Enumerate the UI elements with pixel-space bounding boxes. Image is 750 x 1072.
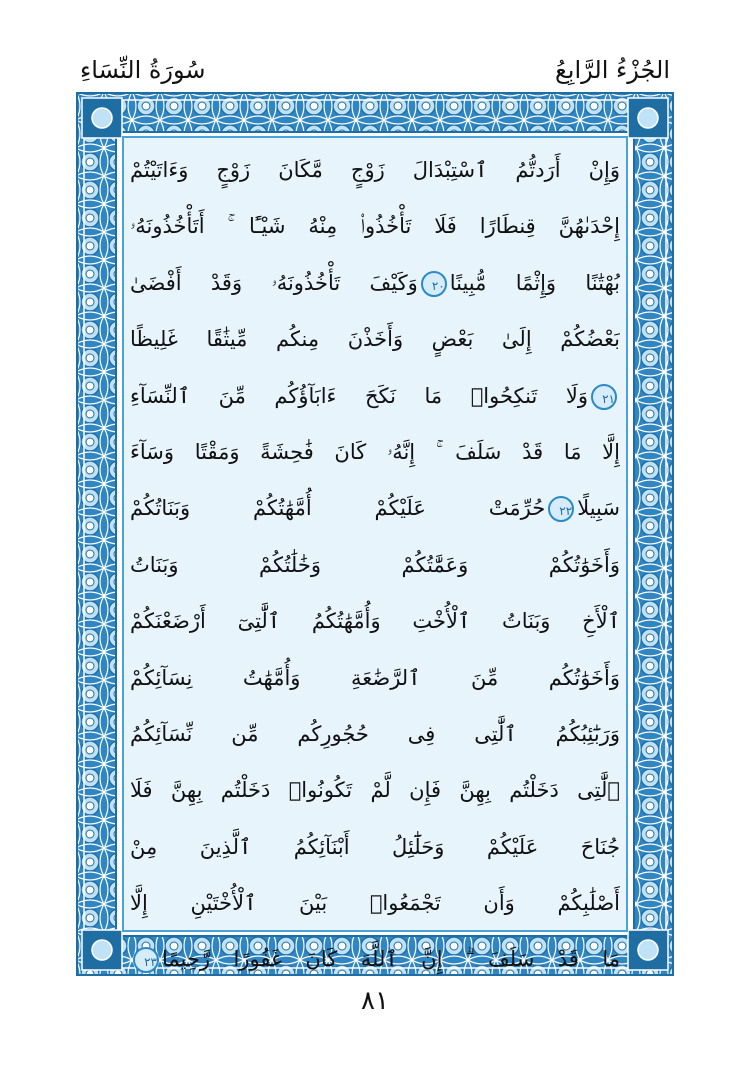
text-line-2: إِحْدَىٰهُنَّ قِنطَارًا فَلَا تَأْخُذُوا۟ مِنْهُ شَيْـًٔا ۚ أَتَأْخُذُونَهُۥ [130,214,620,239]
text-line-7: سَبِيلًا٢٢حُرِّمَتْ عَلَيْكُمْ أُمَّهَٰتُكُمْ وَبَنَاتُكُمْ [130,496,620,521]
quran-text-block [130,142,620,988]
ayah-marker: ٢٣ [133,947,159,973]
juz-name-header: الجُزْءُ الرَّابِعُ [555,56,670,84]
text-line-4: بَعْضُكُمْ إِلَىٰ بَعْضٍ وَأَخَذْنَ مِنكُم مِّيثَٰقًا غَلِيظًا [130,327,620,352]
text-line-3: بُهْتَٰنًا وَإِثْمًا مُّبِينًا٢٠وَكَيْفَ تَأْخُذُونَهُۥ وَقَدْ أَفْضَىٰ [130,270,620,295]
text-line-1: وَإِنْ أَرَدتُّمُ ٱسْتِبْدَالَ زَوْجٍ مَّكَانَ زَوْجٍ وَءَاتَيْتُمْ [130,158,620,182]
text-line-10: وَأَخَوَٰتُكُم مِّنَ ٱلرَّضَٰعَةِ وَأُمَّهَٰتُ نِسَآئِكُمْ [130,665,620,690]
text-line-13: جُنَاحَ عَلَيْكُمْ وَحَلَٰٓئِلُ أَبْنَآئِكُمُ ٱلَّذِينَ مِنْ [130,834,620,859]
text-line-9: ٱلْأَخِ وَبَنَاتُ ٱلْأُخْتِ وَأُمَّهَٰتُكُمُ ٱلَّٰتِىٓ أَرْضَعْنَكُمْ [130,609,620,634]
ayah-marker: ٢٠ [421,271,447,297]
text-line-14: أَصْلَٰبِكُمْ وَأَن تَجْمَعُوا۟ بَيْنَ ٱلْأُخْتَيْنِ إِلَّا [130,891,620,916]
text-line-15: مَا قَدْ سَلَفَ ۗ إِنَّ ٱللَّهَ كَانَ غَفُورًا رَّحِيمًا٢٣ [130,931,620,987]
page-number: ٨١ [361,986,389,1016]
text-line-6: إِلَّا مَا قَدْ سَلَفَ ۚ إِنَّهُۥ كَانَ فَٰحِشَةً وَمَقْتًا وَسَآءَ [130,439,620,464]
ayah-marker: ٢٢ [548,496,574,522]
text-line-12: ٱلَّٰتِى دَخَلْتُم بِهِنَّ فَإِن لَّمْ تَكُونُوا۟ دَخَلْتُم بِهِنَّ فَلَا [130,778,620,803]
ayah-marker: ٢١ [591,384,617,410]
text-line-11: وَرَبَٰٓئِبُكُمُ ٱلَّٰتِى فِى حُجُورِكُم مِّن نِّسَآئِكُمُ [130,721,620,746]
text-line-5: ٢١وَلَا تَنكِحُوا۟ مَا نَكَحَ ءَابَآؤُكُم مِّنَ ٱلنِّسَآءِ [130,383,615,408]
text-line-8: وَأَخَوَٰتُكُمْ وَعَمَّٰتُكُمْ وَخَٰلَٰتُكُمْ وَبَنَاتُ [130,552,620,577]
surah-name-header: سُورَةُ النِّسَاءِ [80,56,206,84]
